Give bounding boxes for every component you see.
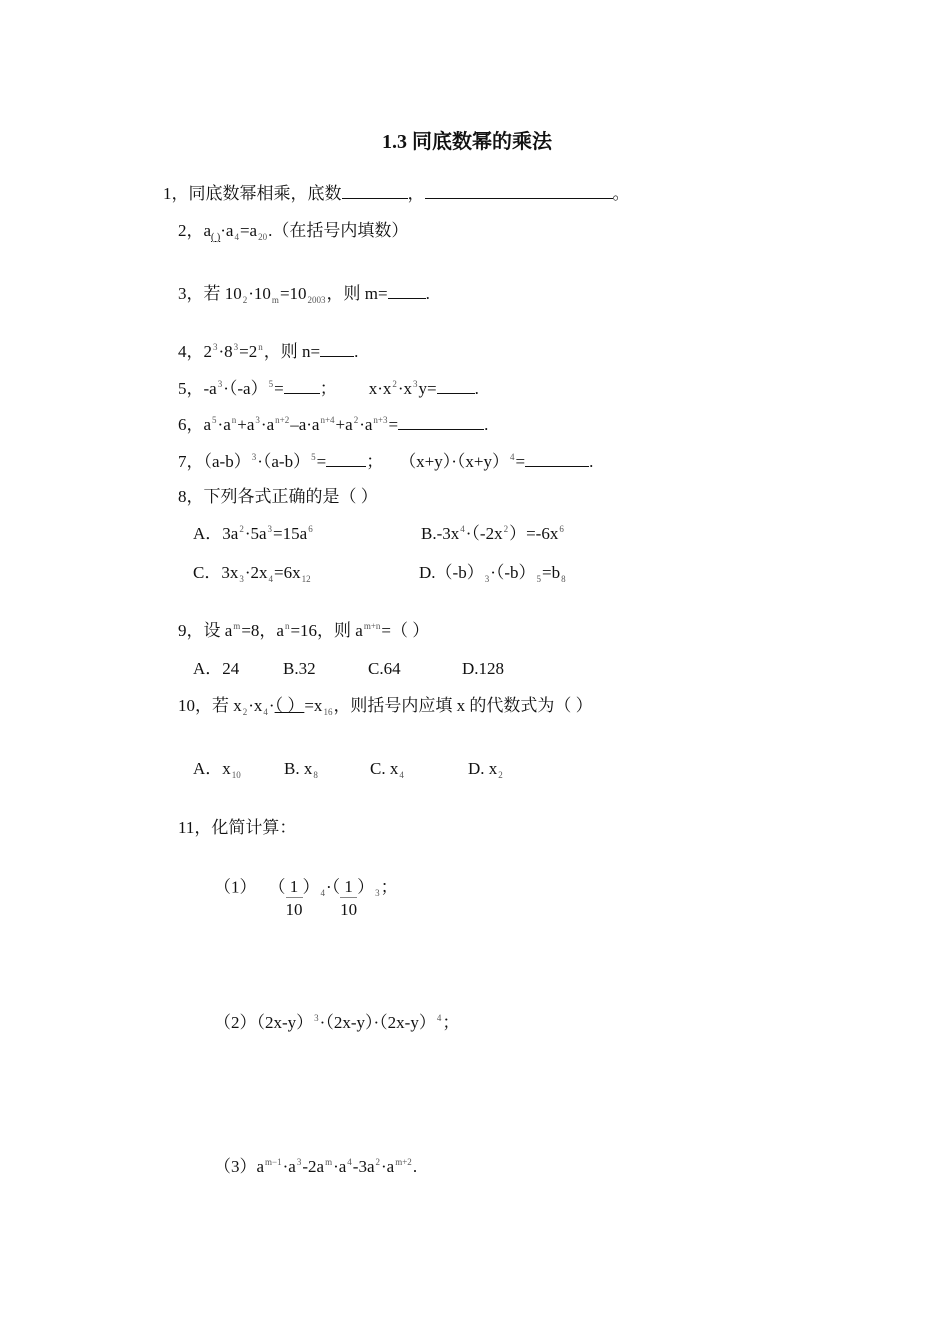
q11p3-exp: m+2 [395, 1157, 412, 1167]
q5-text: ； [319, 379, 337, 398]
question-7 [178, 450, 593, 475]
q5-text: ·x [397, 379, 413, 398]
q6-exp: n [231, 415, 237, 425]
q5-blank-1[interactable] [284, 377, 320, 394]
q2-note: .（在括号内填数） [268, 221, 409, 240]
q4-exp: 3 [233, 342, 239, 352]
q11p3-text: ·a [282, 1157, 296, 1176]
q7-exp: 4 [510, 452, 515, 462]
q8a-exp: 6 [308, 524, 313, 534]
q8c-exp: 4 [268, 574, 274, 584]
q10a-exp: 10 [231, 770, 241, 780]
question-9 [178, 620, 429, 644]
q11p1-text: （ [268, 877, 286, 897]
question-6 [178, 413, 488, 438]
q11p1-label: （1） [214, 877, 257, 897]
q4-exp: 3 [213, 342, 218, 352]
q6-text: +a [237, 415, 255, 434]
q11p3-text: ·a [381, 1157, 395, 1176]
q4-text: =2 [239, 342, 258, 361]
q3-exp: 2 [242, 295, 248, 305]
q9-exp: m [233, 621, 241, 631]
q1-blank-2[interactable] [425, 182, 613, 199]
q11p2-end: ； [442, 1013, 460, 1032]
q8b-exp: 2 [503, 524, 509, 534]
q6-exp: 5 [212, 415, 217, 425]
page-title: 1.3 同底数幂的乘法 [382, 131, 552, 153]
q8-option-c[interactable] [193, 562, 312, 586]
q6-exp: n+4 [320, 415, 335, 425]
q8a-exp: 3 [267, 524, 273, 534]
q6-exp: 2 [353, 415, 359, 425]
q11p1-exp: 3 [375, 888, 380, 899]
q5-blank-2[interactable] [437, 377, 475, 394]
q11p3-text: -3a [352, 1157, 375, 1176]
q6-exp: n+2 [275, 415, 290, 425]
q11p3-exp: 3 [296, 1157, 302, 1167]
question-10 [178, 695, 593, 719]
q10-paren-blank[interactable]: （ ） [274, 696, 305, 715]
q1-text: 1，同底数幂相乘，底数 [163, 184, 342, 203]
q6-text: –a·a [290, 415, 320, 434]
q3-text: 3，若 10 [178, 284, 242, 303]
q10-exp: 16 [323, 707, 333, 717]
q10-text: 10，若 x [178, 696, 242, 715]
q10-text: ·x [248, 696, 263, 715]
q10-text: =x [304, 696, 323, 715]
q11p1-text: ） [302, 877, 320, 897]
q7-text: （x+y）·（x+y） [399, 452, 510, 471]
q5-text: y= [418, 379, 437, 398]
q10a-text: A．x [193, 759, 231, 778]
q8a-text: =15a [273, 524, 308, 543]
q7-text: ·（a-b） [257, 452, 311, 471]
q9-text: =（ ） [381, 621, 430, 640]
q8c-text: =6x [274, 563, 301, 582]
q10-text: ，则括号内应填 x 的代数式为（ ） [333, 696, 593, 715]
question-1 [163, 182, 630, 205]
q5-exp: 5 [268, 379, 274, 389]
q11p3-exp: 2 [375, 1157, 381, 1167]
q6-text: ·a [260, 415, 275, 434]
q11p1-text: ·（ [326, 877, 341, 897]
q11p1-exp: 4 [320, 888, 325, 899]
q4-text: 4，2 [178, 342, 212, 361]
q7-text: = [316, 452, 327, 471]
q8d-exp: 8 [561, 574, 566, 584]
q5-text: x·x [368, 379, 392, 398]
q6-exp: 3 [255, 415, 260, 425]
q11p3-exp: m−1 [265, 1157, 282, 1167]
q6-text: = [388, 415, 399, 434]
q2-exp: 4 [234, 232, 239, 242]
q11p1-fraction-2 [340, 877, 357, 922]
q2-text: ·a [220, 221, 234, 240]
q8b-exp: 6 [559, 524, 564, 534]
q8c-text: C．3x [193, 563, 239, 582]
q3-end: . [425, 284, 430, 303]
q8d-text: =b [542, 563, 561, 582]
q2-paren-blank[interactable]: ( ) [211, 232, 221, 243]
q9-exp: n [284, 621, 290, 631]
q4-blank[interactable] [320, 340, 354, 357]
q4-end: . [354, 342, 359, 361]
q7-blank-1[interactable] [326, 450, 366, 467]
q8a-text: ·5a [244, 524, 267, 543]
q9-text: =16，则 a [290, 621, 363, 640]
q3-text: =10 [279, 284, 307, 303]
q8-option-b[interactable] [421, 523, 565, 547]
q7-exp: 5 [311, 452, 316, 462]
q10-text: · [268, 696, 275, 715]
q4-text: ·8 [218, 342, 233, 361]
q11p3-end: . [412, 1157, 418, 1176]
q10d-exp: 2 [498, 770, 503, 780]
q9-text: 9，设 a [178, 621, 233, 640]
q8b-text: ）=-6x [509, 524, 559, 543]
q10c-exp: 4 [399, 770, 404, 780]
q8c-exp: 3 [239, 574, 244, 584]
q1-comma: ， [407, 184, 425, 203]
q2-text: 2，a [178, 221, 212, 240]
q8a-exp: 2 [239, 524, 244, 534]
q8b-text: B.-3x [421, 524, 460, 543]
q11p2-exp: 4 [436, 1013, 442, 1023]
q8d-text: D.（-b） [419, 563, 484, 582]
q10-option-b[interactable] [284, 758, 319, 782]
q10-option-a[interactable] [193, 758, 242, 782]
q9-option-c[interactable]: C.64 [368, 659, 401, 678]
q3-text: ，则 m= [326, 284, 388, 303]
q11p3-exp: 4 [347, 1157, 352, 1167]
q11p1-fraction-1 [286, 877, 303, 922]
q5-exp: 2 [392, 379, 397, 389]
q9-option-b[interactable]: B.32 [283, 659, 316, 678]
q5-text: ·（-a） [223, 379, 268, 398]
q10b-exp: 8 [313, 770, 318, 780]
q8d-text: ·（-b） [490, 563, 536, 582]
q9-option-a[interactable]: A．24 [193, 659, 240, 678]
q11p1-end: ； [380, 877, 398, 897]
q7-end: . [589, 452, 594, 471]
q11p3-exp: m [325, 1157, 333, 1167]
question-5 [178, 377, 479, 402]
q11p1-text: ） [357, 877, 375, 897]
q5-text: 5，-a [178, 379, 217, 398]
q6-text: +a [335, 415, 353, 434]
q4-text: ，则 n= [263, 342, 321, 361]
q6-exp: n+3 [373, 415, 388, 425]
q10-option-d[interactable] [468, 758, 504, 782]
q6-text: ·a [359, 415, 373, 434]
q10-option-c[interactable] [370, 758, 405, 782]
q6-end: . [484, 415, 489, 434]
q7-text: ； [366, 452, 384, 471]
q9-option-d[interactable]: D.128 [462, 659, 505, 678]
q9-text: =8，a [241, 621, 284, 640]
q7-text: 7，（a-b） [178, 452, 251, 471]
q10-exp: 2 [242, 707, 248, 717]
question-11: 11，化简计算： [178, 818, 297, 837]
q11p2-text: ·（2x-y）·（2x-y） [319, 1013, 436, 1032]
q1-end: 。 [612, 184, 630, 203]
q11p2-text: （2）（2x-y） [214, 1013, 314, 1032]
question-8: 8，下列各式正确的是（ ） [178, 487, 378, 506]
q5-exp: 3 [413, 379, 418, 389]
q4-exp: n [258, 342, 263, 352]
q2-text: =a [239, 221, 258, 240]
q11p1-numerator: 1 [286, 877, 303, 898]
q3-exp: m [271, 295, 279, 305]
q11-part-1 [214, 866, 398, 919]
q3-text: ·10 [248, 284, 271, 303]
q10b-text: B. x [284, 759, 313, 778]
q5-exp: 3 [217, 379, 223, 389]
q11-part-3 [214, 1156, 417, 1180]
q7-text: = [515, 452, 526, 471]
q10-exp: 4 [263, 707, 268, 717]
q11-part-2 [214, 1012, 459, 1036]
q8-option-a[interactable] [193, 523, 314, 547]
q8d-exp: 5 [536, 574, 542, 584]
q11p3-text: ·a [333, 1157, 347, 1176]
q6-text: ·a [217, 415, 231, 434]
q8c-text: ·2x [244, 563, 268, 582]
question-3 [178, 282, 430, 307]
q11p1-denominator: 10 [340, 900, 358, 919]
q5-text: = [274, 379, 284, 398]
q11p1-denominator: 10 [285, 900, 303, 919]
q7-exp: 3 [251, 452, 257, 462]
q3-exp: 2003 [307, 295, 326, 305]
q8b-exp: 4 [460, 524, 465, 534]
q6-text: 6，a [178, 415, 212, 434]
q11p2-exp: 3 [314, 1013, 319, 1023]
question-4 [178, 340, 358, 365]
q11p3-text: -2a [302, 1157, 325, 1176]
q3-blank[interactable] [388, 282, 426, 299]
q2-exp: 20 [258, 232, 268, 242]
q7-blank-2[interactable] [525, 450, 589, 467]
q10c-text: C. x [370, 759, 399, 778]
q9-exp: m+n [363, 621, 381, 631]
q8c-exp: 12 [301, 574, 311, 584]
q8a-text: A．3a [193, 524, 239, 543]
q11p3-text: （3）a [214, 1157, 265, 1176]
q5-end: . [474, 379, 479, 398]
q1-blank-1[interactable] [342, 182, 408, 199]
q10d-text: D. x [468, 759, 498, 778]
q8-option-d[interactable] [419, 562, 567, 586]
q8d-exp: 3 [484, 574, 490, 584]
q11p1-numerator: 1 [340, 877, 357, 898]
q8b-text: ·（-2x [465, 524, 503, 543]
q6-blank[interactable] [398, 413, 484, 430]
question-2 [178, 220, 408, 245]
